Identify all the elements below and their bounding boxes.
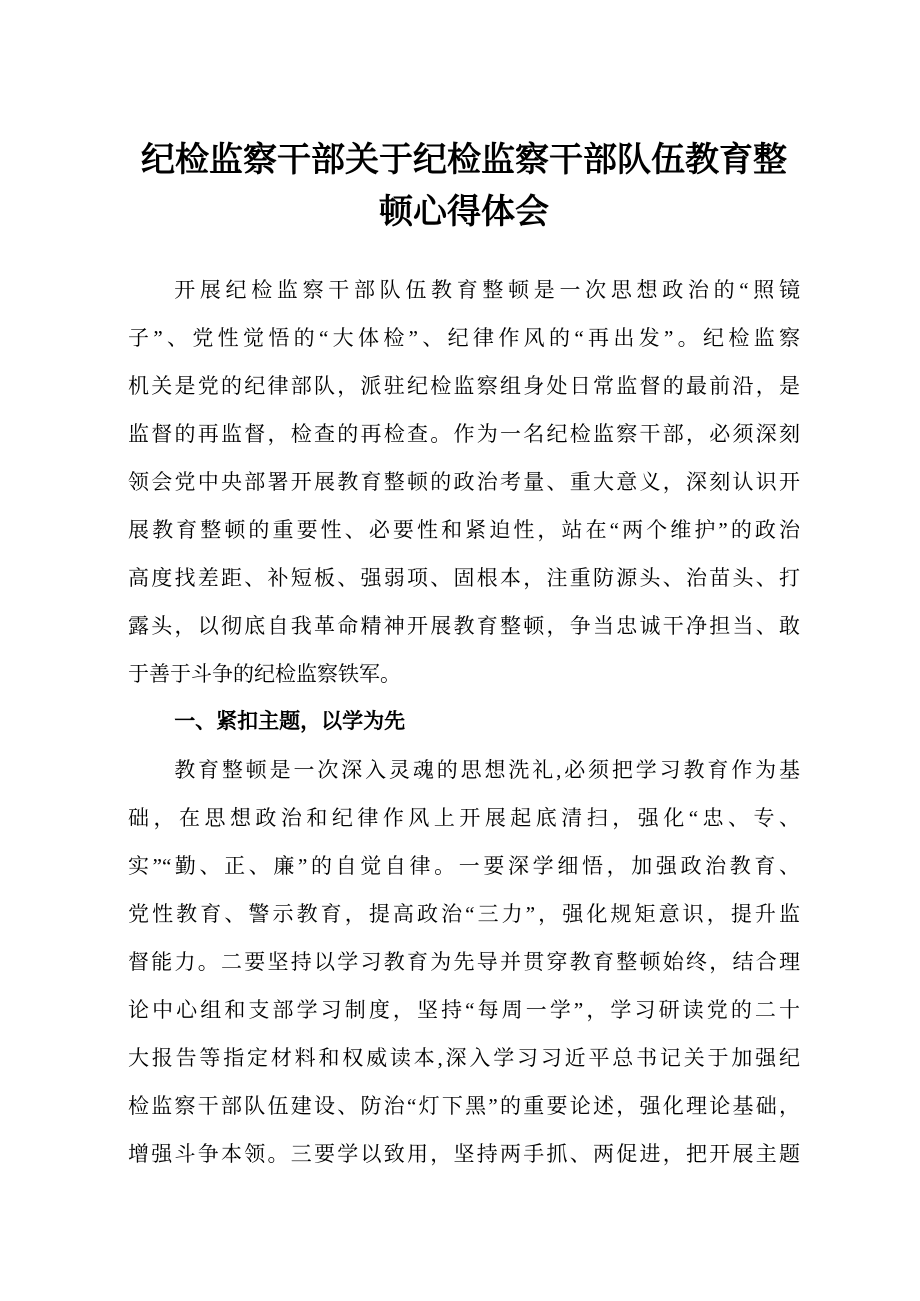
paragraph-1-line-9: 于善于斗争的纪检监察铁军。 — [128, 662, 401, 686]
paragraph-2-line-6: 论中心组和支部学习制度，坚持“每周一学”，学习研读党的二十 — [128, 998, 800, 1022]
paragraph-1-line-3: 机关是党的纪律部队，派驻纪检监察组身处日常监督的最前沿，是 — [128, 374, 800, 398]
document-body — [128, 266, 800, 1178]
paragraph-2-line-3: 实”“勤、正、廉”的自觉自律。一要深学细悟，加强政治教育、 — [128, 854, 800, 878]
paragraph-1-line-7: 高度找差距、补短板、强弱项、固根本，注重防源头、治苗头、打 — [128, 566, 800, 590]
paragraph-2-line-5: 督能力。二要坚持以学习教育为先导并贯穿教育整顿始终，结合理 — [128, 950, 800, 974]
paragraph-2-line-9: 增强斗争本领。三要学以致用，坚持两手抓、两促进，把开展主题 — [128, 1142, 800, 1166]
title-line-2: 顿心得体会 — [379, 193, 549, 231]
paragraph-2-line-4: 党性教育、警示教育，提高政治“三力”，强化规矩意识，提升监 — [128, 902, 800, 926]
paragraph-1-line-8: 露头，以彻底自我革命精神开展教育整顿，争当忠诚干净担当、敢 — [128, 614, 800, 638]
paragraph-2-line-2: 础，在思想政治和纪律作风上开展起底清扫，强化“忠、专、 — [128, 806, 800, 830]
paragraph-1-line-2: 子”、党性觉悟的“大体检”、纪律作风的“再出发”。纪检监察 — [128, 326, 800, 350]
title-line-1: 纪检监察干部关于纪检监察干部队伍教育整 — [141, 141, 787, 179]
paragraph-2-line-7: 大报告等指定材料和权威读本,深入学习习近平总书记关于加强纪 — [128, 1046, 800, 1070]
document-title — [128, 134, 800, 238]
paragraph-1-line-6: 展教育整顿的重要性、必要性和紧迫性，站在“两个维护”的政治 — [128, 518, 800, 542]
paragraph-1-line-1: 开展纪检监察干部队伍教育整顿是一次思想政治的“照镜 — [174, 278, 800, 302]
paragraph-1-line-5: 领会党中央部署开展教育整顿的政治考量、重大意义，深刻认识开 — [128, 470, 800, 494]
section-heading-1: 一、紧扣主题，以学为先 — [174, 710, 406, 733]
paragraph-2-line-8: 检监察干部队伍建设、防治“灯下黑”的重要论述，强化理论基础， — [128, 1094, 800, 1118]
paragraph-1-line-4: 监督的再监督，检查的再检查。作为一名纪检监察干部，必须深刻 — [128, 422, 800, 446]
paragraph-2-line-1: 教育整顿是一次深入灵魂的思想洗礼,必须把学习教育作为基 — [174, 758, 800, 782]
